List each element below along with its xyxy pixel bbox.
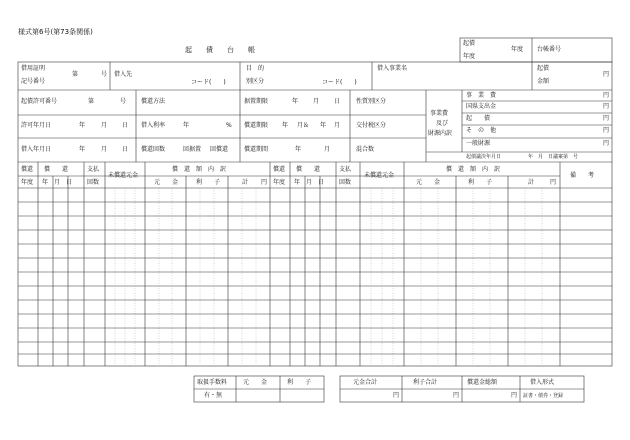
nen4-label: 年: [320, 122, 327, 129]
kisai-kingaku-label-a: 起債: [537, 65, 550, 72]
kisai-kyoka-bango-label: 起債許可番号: [21, 98, 58, 105]
en-label: 円: [393, 392, 400, 399]
mishoukan-label: 未償還元金: [108, 172, 139, 179]
koufuzei-kubun-label: 交付税区分: [356, 122, 387, 129]
hi-label: 日: [122, 122, 129, 129]
shoukan-kikan-label: 償還期間: [244, 146, 269, 153]
shoukan-gaku-label: 償 還 額 内 訳: [446, 166, 501, 173]
page-title: 起 債 台 帳: [185, 46, 255, 54]
kisai-gikai-label: 起債議決年月日: [466, 154, 502, 160]
tsuki-label: 月: [313, 98, 320, 105]
ganbun-goukei-label: 元金合計: [353, 379, 378, 386]
kei-label: 計: [242, 179, 249, 186]
form-number: 様式第6号(第73条関係): [18, 28, 93, 36]
en-label: 円: [261, 179, 268, 186]
nen3-label: 年: [282, 122, 289, 129]
nen-label: 年: [79, 146, 86, 153]
shoukan-nendo-label-2: 年度: [21, 179, 34, 186]
shiharai-label-1: 支払: [339, 166, 352, 173]
nen-label: 年: [79, 122, 86, 129]
shinyou-shomei-label: 借用証明: [21, 65, 46, 72]
hi-label: 日: [122, 146, 129, 153]
keishiki-options: 証書・債券・登録: [523, 393, 564, 399]
ganbun-label: 元 金: [416, 179, 441, 186]
mishoukan-label: 未償還元金: [364, 172, 395, 179]
jigyohi-item: 事 業 費: [466, 92, 497, 99]
ari-nashi-label: 有・無: [204, 392, 223, 399]
kariire-keishiki-label: 借入形式: [530, 379, 555, 386]
shoukan-kigen-label: 償還期限: [244, 122, 269, 129]
ganbun-label: 元 金: [154, 179, 179, 186]
en-label: 円: [603, 140, 610, 147]
jigyohi-side-label-2: 及び: [436, 120, 449, 127]
risoku-label: 利 子: [287, 379, 312, 386]
tsuki2-label: 月: [334, 122, 341, 129]
shoukan-kaisuu-label: 償還回数: [141, 146, 166, 153]
dai-label: 第: [72, 71, 79, 78]
code-label: コード( ): [191, 79, 226, 86]
gou-label: 号: [120, 98, 127, 105]
risoku-label: 利 子: [196, 179, 221, 186]
jigyohi-side-label-1: 事業費: [430, 110, 449, 117]
bikou-label: 備 考: [570, 172, 595, 179]
nen2-label: 年: [183, 122, 190, 129]
shoukan-label-2: 年 月 日: [294, 179, 325, 186]
en-label: 円: [603, 127, 610, 134]
dai-label: 第: [88, 98, 95, 105]
nen-label: 年: [292, 98, 299, 105]
kai-sueoki-label: 回据置: [183, 146, 202, 153]
sueoki-kikan-label: 据置期限: [244, 98, 269, 105]
daicho-bango-label: 台帳番号: [537, 46, 562, 53]
gou-label: 号: [101, 71, 108, 78]
kyoka-nengappi-label: 許可年月日: [21, 122, 52, 129]
en-label: 円: [511, 392, 518, 399]
en-label: 円: [603, 92, 610, 99]
jigyohi-item: 起 債: [466, 115, 491, 122]
kariire-nengappi-label: 借入年月日: [21, 146, 52, 153]
kisai-label: 起債: [463, 40, 476, 47]
tsuki-label: 月: [101, 122, 108, 129]
shiharai-label-2: 回数: [339, 179, 352, 186]
jigyohi-side-label-3: 財源内訳: [428, 130, 453, 137]
shoukan-label-1: 償 還: [44, 166, 69, 173]
shiharai-label-2: 回数: [87, 179, 100, 186]
en-label: 円: [603, 71, 610, 78]
konkou-suu-label: 混合数: [356, 146, 375, 153]
kigou-bango-label: 記号番号: [21, 78, 46, 85]
risoku-goukei-label: 利子合計: [413, 379, 438, 386]
kei-label: 計: [528, 179, 535, 186]
jigyohi-item: 一般財源: [466, 140, 491, 147]
risoku-label: 利 子: [468, 179, 493, 186]
kariiresaki-label: 借入先: [114, 71, 133, 78]
kai-shoukan-label: 回償還: [210, 146, 229, 153]
code2-label: コード( ): [322, 79, 357, 86]
jigyohi-item: 国県支出金: [466, 103, 497, 110]
en-label: 円: [453, 392, 460, 399]
shoukan-label-1: 償 還: [296, 166, 321, 173]
kisai-kingaku-label-b: 金額: [537, 78, 550, 85]
betsu-kubun-label: 別区分: [246, 78, 265, 85]
shoukan-nendo-label-2: 年度: [273, 179, 286, 186]
percent-label: %: [226, 122, 232, 129]
en-label: 円: [603, 103, 610, 110]
jigyohi-item: そ の 他: [466, 127, 497, 134]
tsuki-label: 月: [324, 146, 331, 153]
nendo-unit: 年度: [511, 46, 524, 53]
nen-label: 年: [295, 146, 302, 153]
tsuki-and-label: 月＆: [297, 122, 310, 129]
nendo-label: 年度: [463, 53, 476, 60]
en-label: 円: [550, 179, 557, 186]
shoukan-gaku-label: 償 還 額 内 訳: [172, 166, 227, 173]
hi-label: 日: [334, 98, 341, 105]
en-label: 円: [603, 115, 610, 122]
shoukan-nendo-label-1: 償還: [21, 166, 34, 173]
shoukan-nendo-label-1: 償還: [273, 166, 286, 173]
kariire-jigyoumei-label: 借入事業名: [377, 65, 408, 72]
torihiki-tesuuryou-label: 取扱手数料: [197, 379, 228, 386]
shoukan-label-2: 年 月 日: [42, 179, 73, 186]
shoukan-kin-soukeigaku-label: 償還金総額: [467, 379, 498, 386]
tsuki-label: 月: [101, 146, 108, 153]
seishitsu-kubun-label: 性質別区分: [356, 98, 387, 105]
shiharai-label-1: 支払: [87, 166, 100, 173]
shoukan-houhou-label: 償還方法: [141, 98, 166, 105]
kariire-riritsu-label: 借入利率: [141, 122, 166, 129]
kisai-gikai-value: 年 月 日議案第 号: [528, 154, 579, 160]
mokuteki-label: 目 的: [246, 65, 265, 72]
ganbun-label: 元 金: [243, 379, 268, 386]
